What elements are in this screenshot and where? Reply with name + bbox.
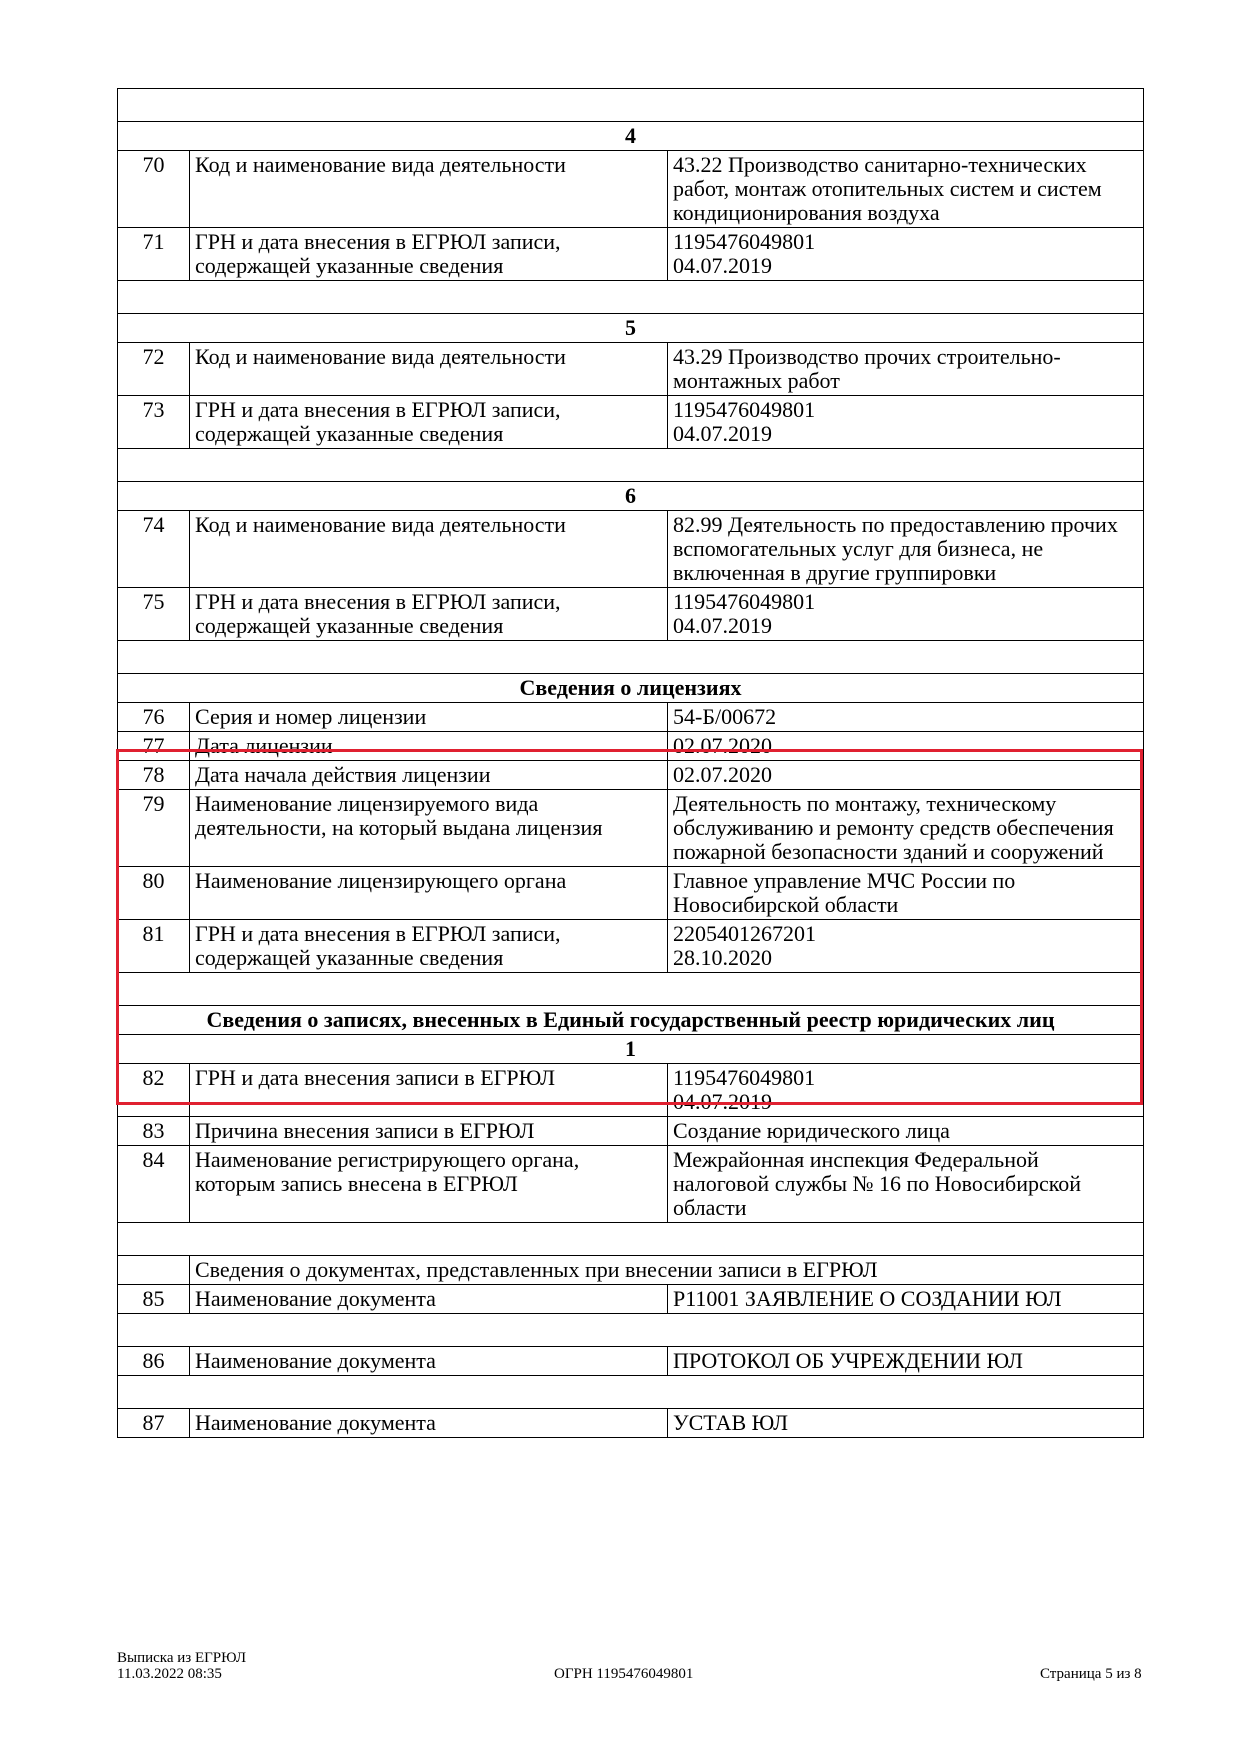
row-number: 70	[118, 151, 190, 228]
spacer-row	[118, 641, 1144, 674]
row-number: 83	[118, 1117, 190, 1146]
table-row	[118, 151, 1144, 228]
field-value: Создание юридического лица	[668, 1117, 1144, 1146]
field-name: Код и наименование вида деятельности	[190, 343, 668, 396]
spacer-row	[118, 449, 1144, 482]
footer-doc-info	[117, 1650, 246, 1682]
row-number: 75	[118, 588, 190, 641]
field-value: 43.29 Производство прочих строительно-монтажных работ	[668, 343, 1144, 396]
table-row	[118, 1285, 1144, 1314]
field-value: 82.99 Деятельность по предоставлению прочих вспомогательных услуг для бизнеса, не включенная в другие группировки	[668, 511, 1144, 588]
section-header	[118, 482, 1144, 511]
egrul-table	[117, 88, 1144, 1438]
spacer-row	[118, 973, 1144, 1006]
row-number: 74	[118, 511, 190, 588]
field-name: Наименование лицензирующего органа	[190, 867, 668, 920]
section-header	[118, 122, 1144, 151]
row-number: 80	[118, 867, 190, 920]
footer-datetime: 11.03.2022 08:35	[117, 1666, 222, 1682]
row-number: 72	[118, 343, 190, 396]
table-row	[118, 703, 1144, 732]
field-value: Р11001 ЗАЯВЛЕНИЕ О СОЗДАНИИ ЮЛ	[668, 1285, 1144, 1314]
spacer-row	[118, 89, 1144, 122]
section-header	[118, 314, 1144, 343]
field-name: ГРН и дата внесения в ЕГРЮЛ записи, содержащей указанные сведения	[190, 588, 668, 641]
table-row	[118, 511, 1144, 588]
field-value: Главное управление МЧС России по Новосибирской области	[668, 867, 1144, 920]
grn-value: 1195476049801	[673, 589, 816, 614]
table-row	[118, 790, 1144, 867]
field-value: ПРОТОКОЛ ОБ УЧРЕЖДЕНИИ ЮЛ	[668, 1347, 1144, 1376]
section-header	[118, 1006, 1144, 1035]
table-row	[118, 588, 1144, 641]
spacer-row	[118, 281, 1144, 314]
spacer-row	[118, 1376, 1144, 1409]
footer-doc-name: Выписка из ЕГРЮЛ	[117, 1650, 246, 1666]
row-number: 79	[118, 790, 190, 867]
table-row	[118, 396, 1144, 449]
section-number-4: 4	[118, 122, 1144, 151]
field-name: Дата лицензии	[190, 732, 668, 761]
table-row	[118, 867, 1144, 920]
empty-cell	[118, 1256, 190, 1285]
spacer-row	[118, 1223, 1144, 1256]
row-number: 76	[118, 703, 190, 732]
field-name: ГРН и дата внесения записи в ЕГРЮЛ	[190, 1064, 668, 1117]
record-number-1: 1	[118, 1035, 1144, 1064]
row-number: 71	[118, 228, 190, 281]
table-row	[118, 1409, 1144, 1438]
field-name: ГРН и дата внесения в ЕГРЮЛ записи, содержащей указанные сведения	[190, 228, 668, 281]
table-row	[118, 343, 1144, 396]
field-value: 43.22 Производство санитарно-технических работ, монтаж отопительных систем и систем кондиционирования воздуха	[668, 151, 1144, 228]
grn-value: 1195476049801	[673, 229, 816, 254]
field-value	[668, 588, 1144, 641]
field-name: Код и наименование вида деятельности	[190, 151, 668, 228]
row-number: 78	[118, 761, 190, 790]
row-number: 84	[118, 1146, 190, 1223]
field-name: Наименование регистрирующего органа, которым запись внесена в ЕГРЮЛ	[190, 1146, 668, 1223]
field-value: Межрайонная инспекция Федеральной налоговой службы № 16 по Новосибирской области	[668, 1146, 1144, 1223]
records-title: Сведения о записях, внесенных в Единый государственный реестр юридических лиц	[118, 1006, 1144, 1035]
row-number: 85	[118, 1285, 190, 1314]
row-number: 86	[118, 1347, 190, 1376]
table-row	[118, 1146, 1144, 1223]
date-value: 04.07.2019	[673, 253, 772, 278]
licenses-title: Сведения о лицензиях	[118, 674, 1144, 703]
table-row	[118, 1064, 1144, 1117]
field-value: 02.07.2020	[668, 761, 1144, 790]
field-name: Причина внесения записи в ЕГРЮЛ	[190, 1117, 668, 1146]
section-number-6: 6	[118, 482, 1144, 511]
field-name: Наименование документа	[190, 1409, 668, 1438]
date-value: 04.07.2019	[673, 1089, 772, 1114]
table-row	[118, 1117, 1144, 1146]
field-name: Наименование документа	[190, 1285, 668, 1314]
date-value: 04.07.2019	[673, 421, 772, 446]
field-name: Дата начала действия лицензии	[190, 761, 668, 790]
field-name: Серия и номер лицензии	[190, 703, 668, 732]
date-value: 28.10.2020	[673, 945, 772, 970]
field-value	[668, 396, 1144, 449]
table-row	[118, 1347, 1144, 1376]
field-value	[668, 1064, 1144, 1117]
table-row	[118, 761, 1144, 790]
field-value	[668, 920, 1144, 973]
field-value: Деятельность по монтажу, техническому обслуживанию и ремонту средств обеспечения пожарной безопасности зданий и сооружений	[668, 790, 1144, 867]
table-row	[118, 732, 1144, 761]
field-value: УСТАВ ЮЛ	[668, 1409, 1144, 1438]
field-value: 02.07.2020	[668, 732, 1144, 761]
date-value: 04.07.2019	[673, 613, 772, 638]
section-header	[118, 674, 1144, 703]
section-number-5: 5	[118, 314, 1144, 343]
field-value: 54-Б/00672	[668, 703, 1144, 732]
field-name: Наименование лицензируемого вида деятельности, на который выдана лицензия	[190, 790, 668, 867]
documents-note-row	[118, 1256, 1144, 1285]
row-number: 77	[118, 732, 190, 761]
table-row	[118, 228, 1144, 281]
row-number: 82	[118, 1064, 190, 1117]
field-name: Код и наименование вида деятельности	[190, 511, 668, 588]
footer-ogrn: ОГРН 1195476049801	[554, 1666, 694, 1682]
field-name: Наименование документа	[190, 1347, 668, 1376]
row-number: 73	[118, 396, 190, 449]
field-name: ГРН и дата внесения в ЕГРЮЛ записи, содержащей указанные сведения	[190, 396, 668, 449]
grn-value: 2205401267201	[673, 921, 816, 946]
section-header	[118, 1035, 1144, 1064]
grn-value: 1195476049801	[673, 397, 816, 422]
row-number: 81	[118, 920, 190, 973]
row-number: 87	[118, 1409, 190, 1438]
footer-page-number: Страница 5 из 8	[1040, 1666, 1142, 1682]
grn-value: 1195476049801	[673, 1065, 816, 1090]
spacer-row	[118, 1314, 1144, 1347]
documents-note: Сведения о документах, представленных при внесении записи в ЕГРЮЛ	[190, 1256, 1144, 1285]
table-row	[118, 920, 1144, 973]
field-value	[668, 228, 1144, 281]
field-name: ГРН и дата внесения в ЕГРЮЛ записи, содержащей указанные сведения	[190, 920, 668, 973]
